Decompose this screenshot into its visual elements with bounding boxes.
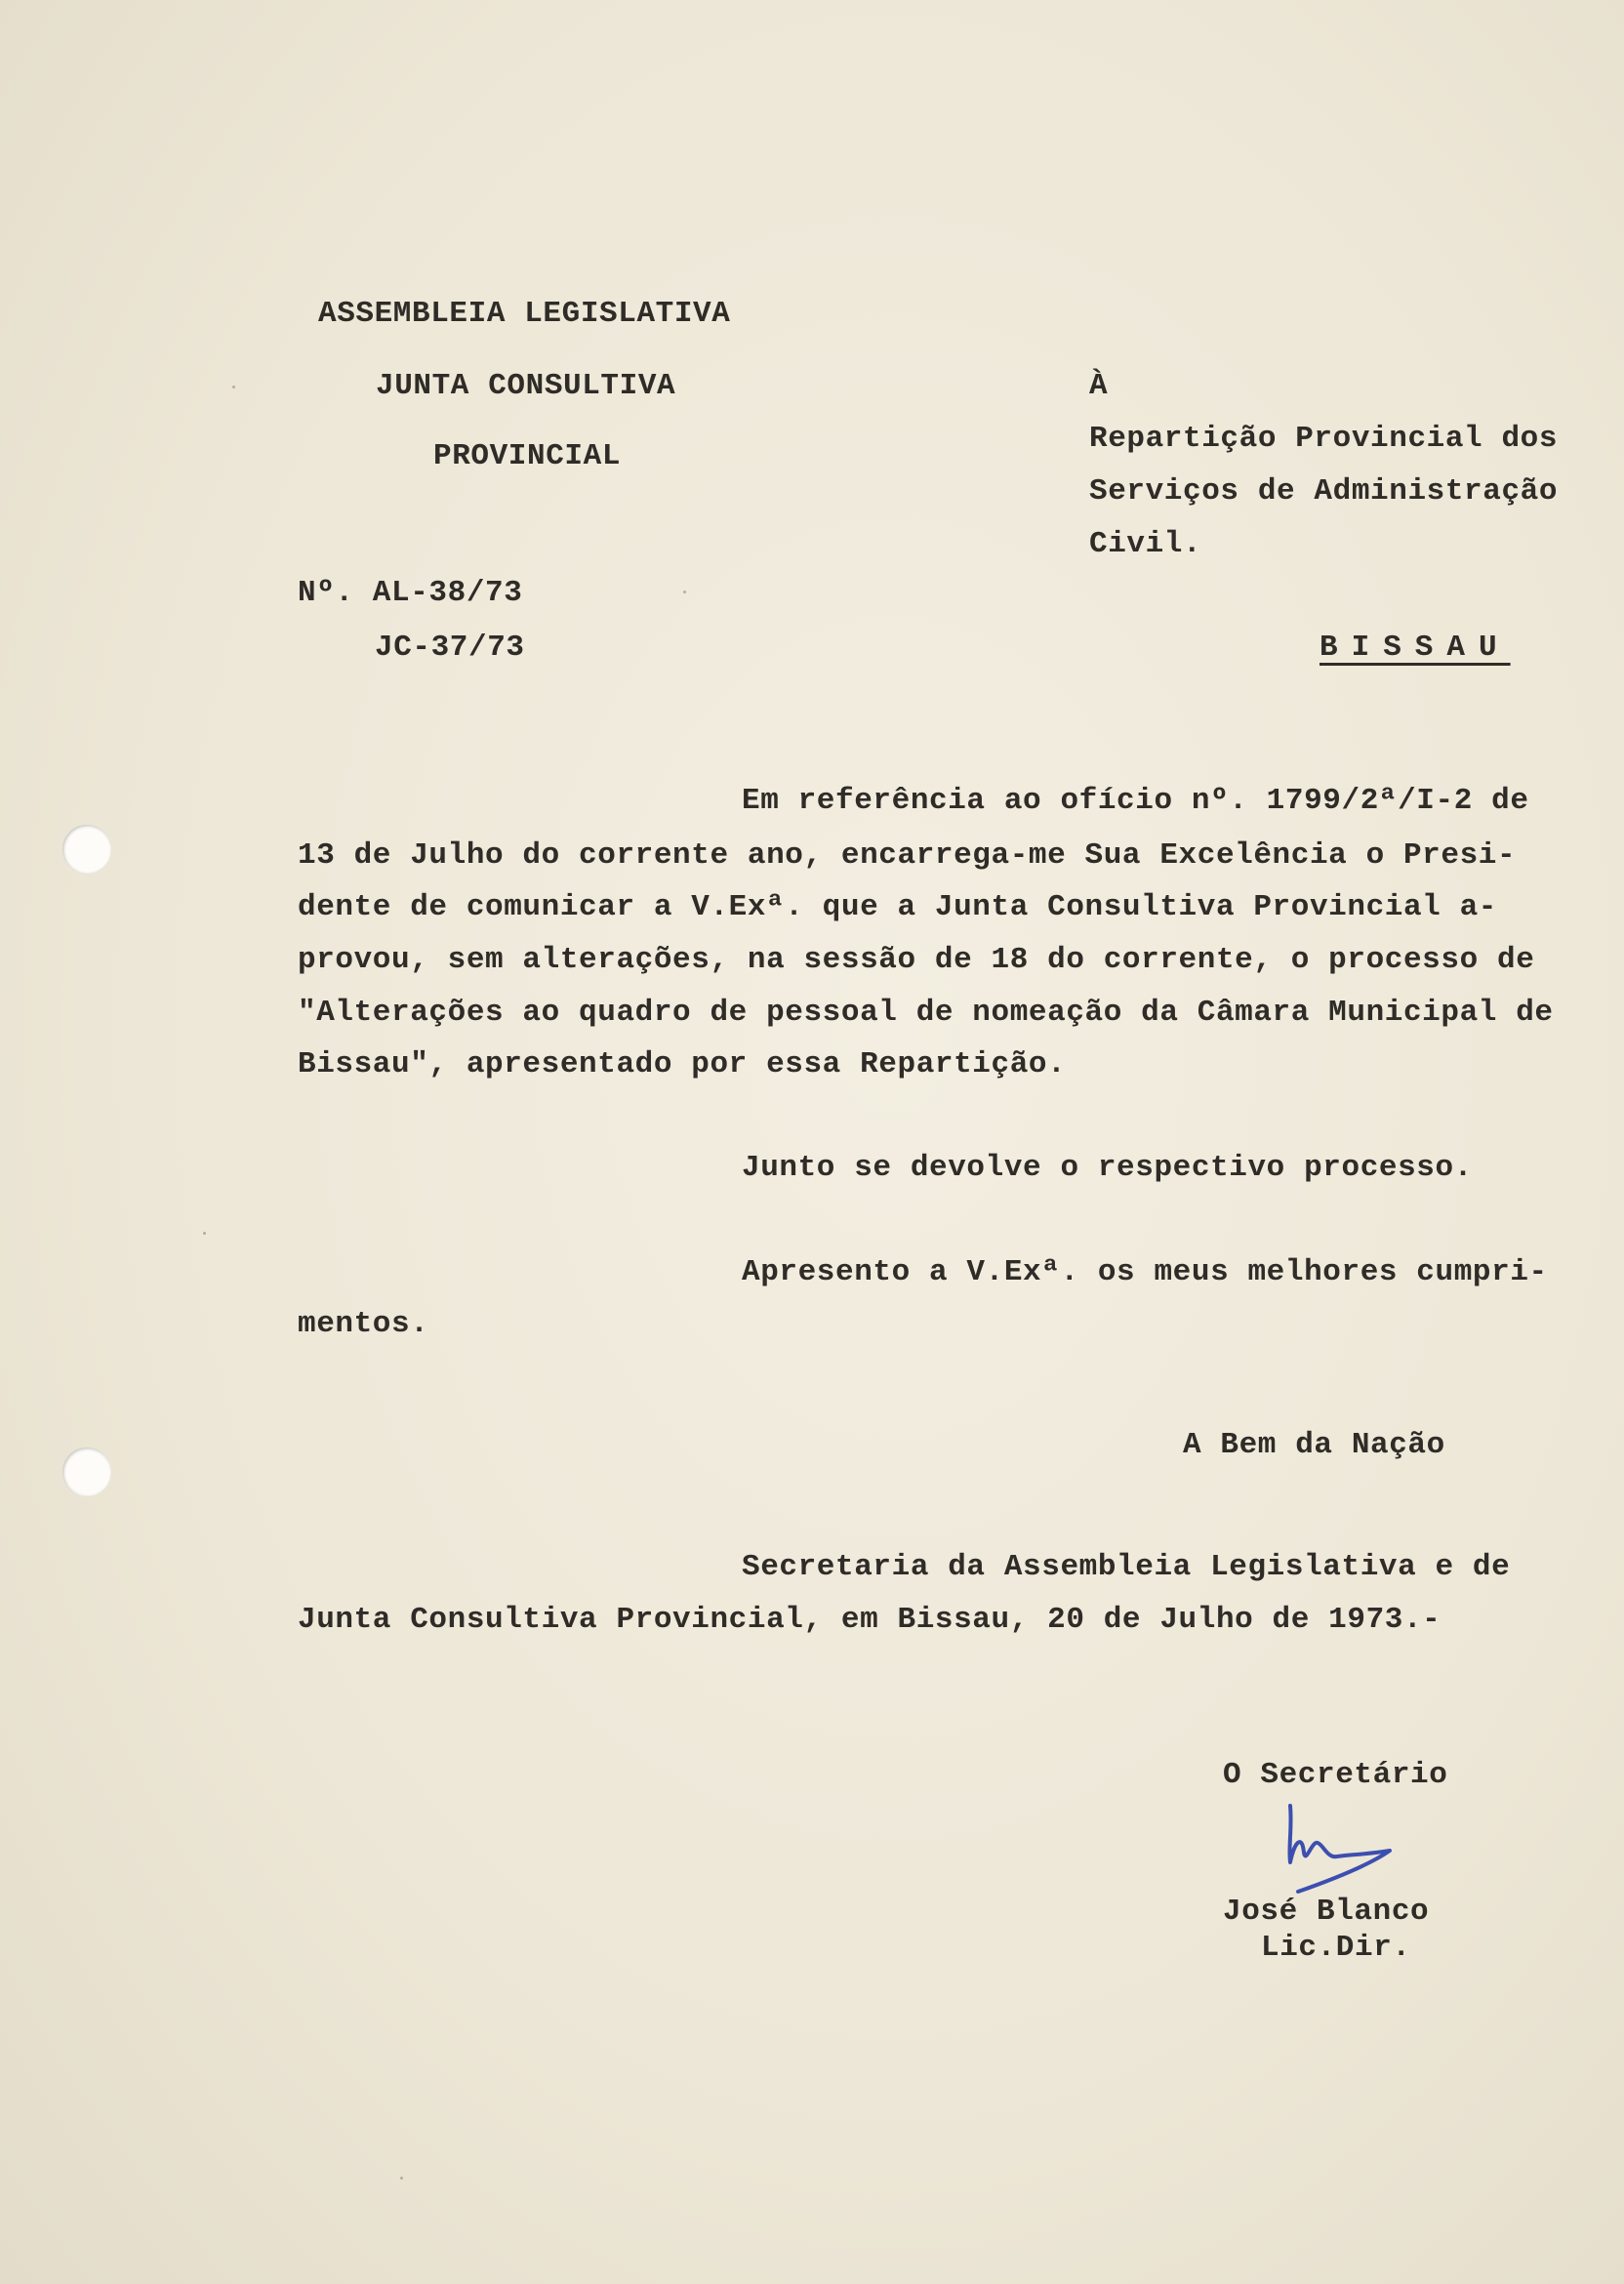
addressee-line-2: Serviços de Administração: [1089, 474, 1559, 509]
header-provincial: PROVINCIAL: [433, 439, 622, 473]
closing-place-line-1: Secretaria da Assembleia Legislativa e de: [742, 1550, 1511, 1584]
paper-speck: [400, 2177, 403, 2180]
punch-hole-top: [62, 825, 111, 874]
reference-number-al: Nº. AL-38/73: [298, 576, 523, 610]
addressee-line-3: Civil.: [1089, 527, 1202, 561]
addressee-city: BISSAU: [1320, 631, 1511, 665]
signatory-role: O Secretário: [1223, 1758, 1448, 1792]
body-paragraph-1-line-6: Bissau", apresentado por essa Repartição.: [298, 1047, 1067, 1081]
body-paragraph-1-line-3: dente de comunicar a V.Exª. que a Junta Consultiva Provincial a-: [298, 890, 1497, 924]
closing-salutation: A Bem da Nação: [1183, 1428, 1445, 1462]
closing-place-line-2: Junta Consultiva Provincial, em Bissau, 20 de Julho de 1973.-: [298, 1603, 1441, 1637]
header-junta: JUNTA CONSULTIVA: [376, 369, 676, 403]
reference-number-jc: JC-37/73: [375, 631, 525, 665]
body-paragraph-1-line-5: "Alterações ao quadro de pessoal de nomeação da Câmara Municipal de: [298, 996, 1554, 1030]
handwritten-signature: [1269, 1794, 1415, 1901]
signature-stroke: [1289, 1806, 1390, 1892]
body-paragraph-2: Junto se devolve o respectivo processo.: [742, 1151, 1473, 1185]
header-assembly: ASSEMBLEIA LEGISLATIVA: [318, 297, 731, 331]
paper-speck: [203, 1232, 206, 1235]
paper-speck: [683, 591, 686, 593]
body-paragraph-1-line-1: Em referência ao ofício nº. 1799/2ª/I-2 de: [742, 784, 1529, 818]
body-paragraph-1-line-4: provou, sem alterações, na sessão de 18 do corrente, o processo de: [298, 943, 1535, 977]
signatory-title: Lic.Dir.: [1261, 1931, 1411, 1965]
signatory-name: José Blanco: [1223, 1895, 1430, 1929]
addressee-to: À: [1089, 369, 1109, 403]
body-paragraph-3-line-2: mentos.: [298, 1307, 429, 1341]
punch-hole-bottom: [62, 1448, 111, 1496]
body-paragraph-3-line-1: Apresento a V.Exª. os meus melhores cumpri-: [742, 1255, 1548, 1289]
body-paragraph-1-line-2: 13 de Julho do corrente ano, encarrega-me Sua Excelência o Presi-: [298, 838, 1517, 873]
paper-speck: [232, 386, 235, 388]
addressee-line-1: Repartição Provincial dos: [1089, 422, 1559, 456]
